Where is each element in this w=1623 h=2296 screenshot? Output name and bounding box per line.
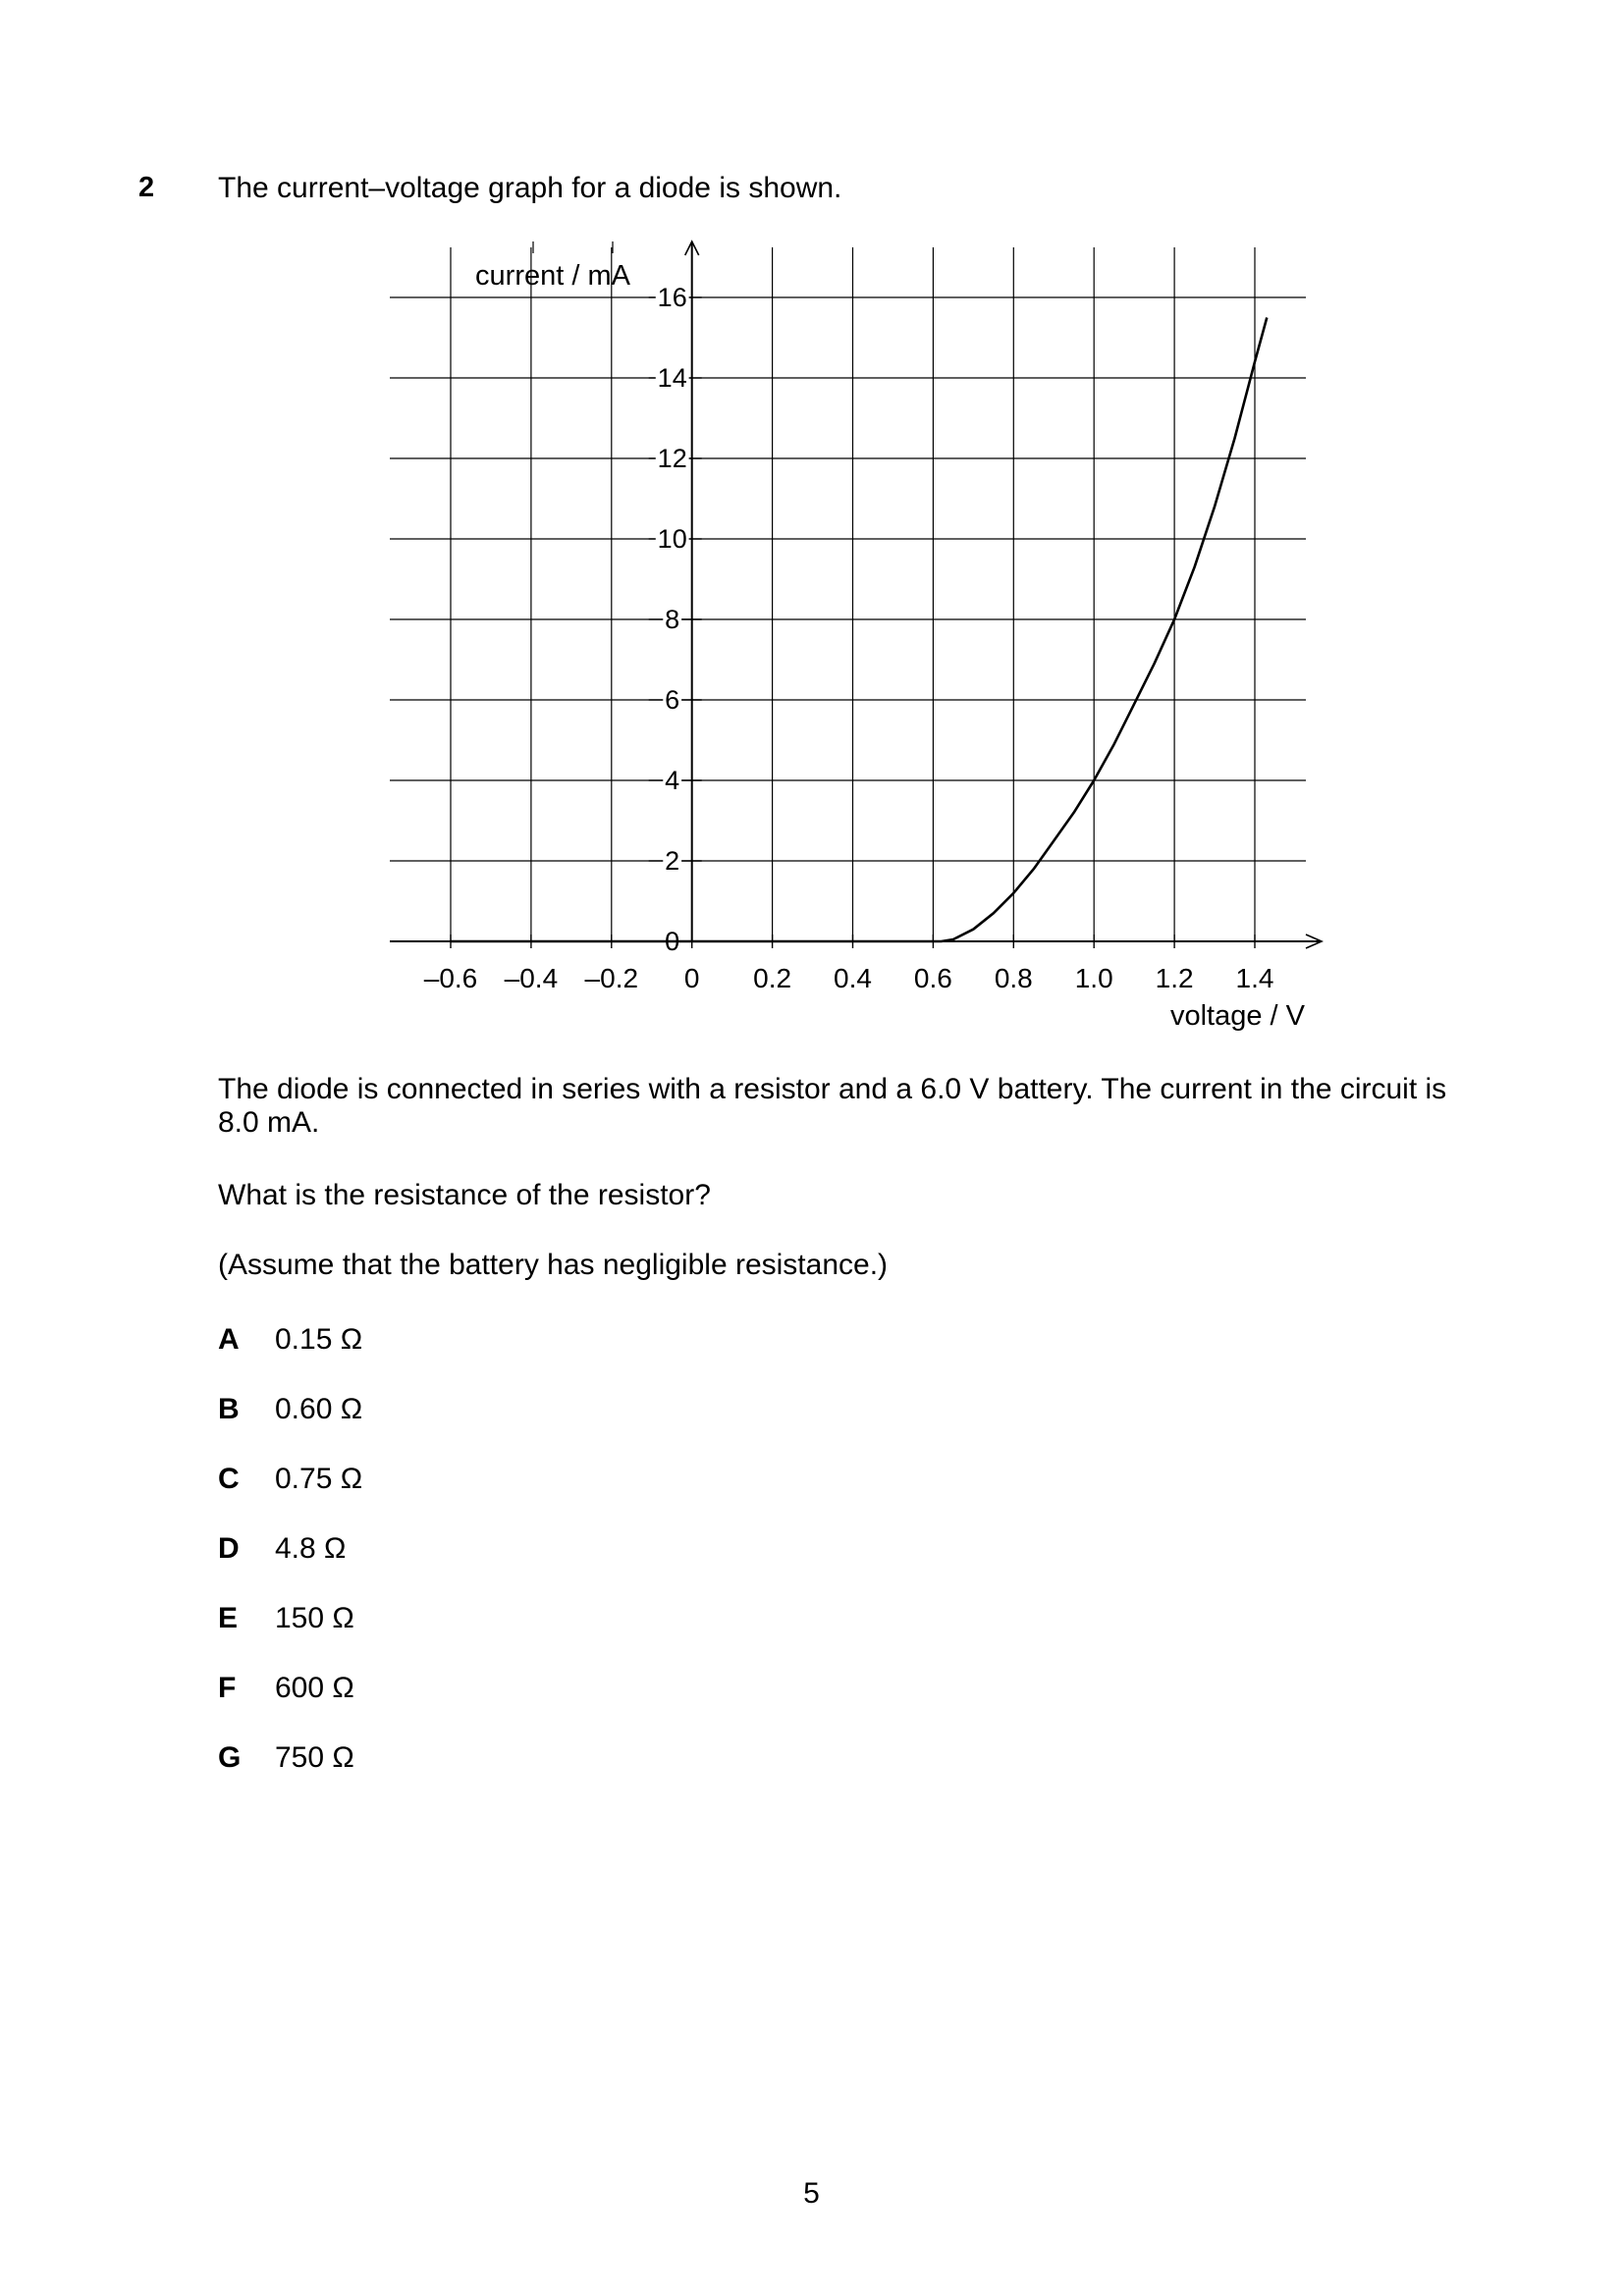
option-value: 0.75 Ω — [275, 1463, 363, 1495]
option-value: 0.15 Ω — [275, 1323, 363, 1356]
question-number: 2 — [138, 172, 155, 203]
question-intro: The current–voltage graph for a diode is shown. — [218, 172, 842, 204]
y-tick-label: 2 — [665, 846, 680, 876]
x-axis-label: voltage / V — [1169, 1000, 1305, 1032]
option-letter: C — [218, 1463, 240, 1495]
x-tick-label: 1.0 — [1074, 963, 1113, 993]
iv-graph — [0, 0, 1623, 1041]
x-tick-label: 0.4 — [834, 963, 872, 993]
question-paragraph-prompt: What is the resistance of the resistor? — [218, 1179, 711, 1211]
y-tick-label: 4 — [665, 766, 680, 795]
option-value: 4.8 Ω — [275, 1532, 347, 1565]
option-value: 600 Ω — [275, 1672, 354, 1704]
y-tick-label: 8 — [665, 605, 680, 634]
option-value: 750 Ω — [275, 1741, 354, 1774]
question-paragraph-assumption: (Assume that the battery has negligible resistance.) — [218, 1249, 889, 1281]
option-letter: B — [218, 1393, 240, 1425]
question-paragraph-circuit: The diode is connected in series with a resistor and a 6.0 V battery. The current in the circuit is 8.0 mA. — [218, 1073, 1447, 1139]
x-tick-label: 1.4 — [1235, 963, 1274, 993]
data-series-curve — [451, 318, 1267, 942]
option-letter: A — [218, 1323, 240, 1356]
option-value: 150 Ω — [275, 1602, 354, 1634]
x-tick-label: –0.4 — [504, 963, 559, 993]
page-number: 5 — [803, 2177, 820, 2210]
y-tick-label: 12 — [657, 444, 687, 473]
y-tick-label: 14 — [657, 363, 687, 393]
option-letter: F — [218, 1672, 237, 1704]
option-value: 0.60 Ω — [275, 1393, 363, 1425]
option-letter: E — [218, 1602, 239, 1634]
x-tick-label: 0.6 — [913, 963, 952, 993]
y-axis-label: current / mA — [475, 260, 630, 292]
x-tick-label: 0.2 — [753, 963, 792, 993]
x-tick-label: –0.2 — [584, 963, 639, 993]
y-tick-label: 0 — [665, 927, 680, 956]
y-tick-label: 6 — [665, 685, 680, 715]
y-tick-label: 16 — [657, 283, 687, 312]
x-tick-label: 0 — [683, 963, 700, 993]
x-tick-label: 0.8 — [994, 963, 1033, 993]
y-tick-label: 10 — [657, 524, 687, 554]
option-letter: G — [218, 1741, 242, 1774]
x-tick-label: –0.6 — [423, 963, 478, 993]
x-tick-label: 1.2 — [1155, 963, 1194, 993]
option-letter: D — [218, 1532, 240, 1565]
